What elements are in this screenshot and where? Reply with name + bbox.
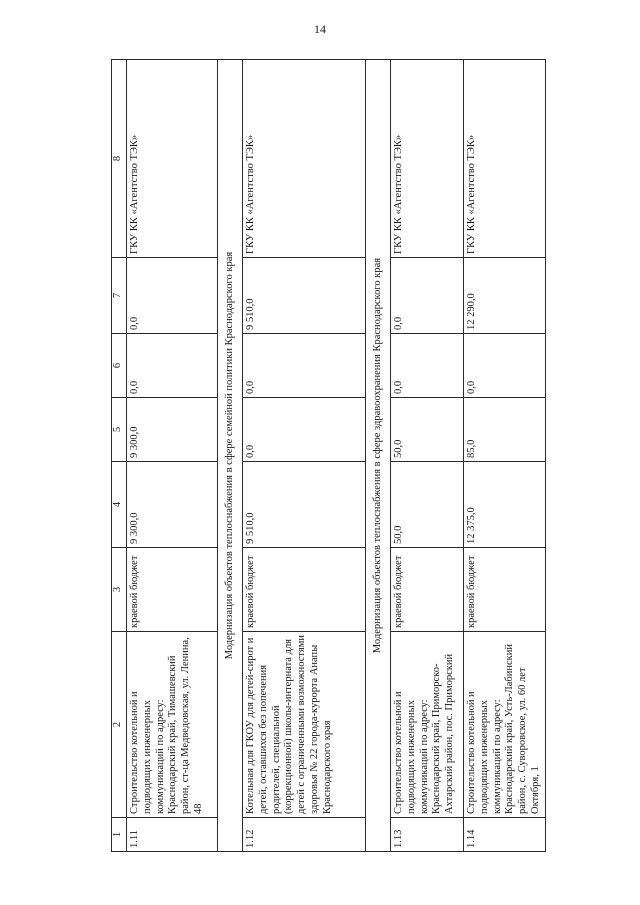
row-value-col7: 12 290,0 (464, 258, 546, 334)
row-value-col6: 0,0 (391, 334, 464, 398)
row-value-col5: 50,0 (391, 398, 464, 462)
row-executor: ГКУ КК «Агентство ТЭК» (127, 60, 218, 258)
row-executor: ГКУ КК «Агентство ТЭК» (243, 60, 366, 258)
header-cell-7: 7 (112, 258, 127, 334)
row-number: 1.11 (127, 818, 218, 852)
row-executor: ГКУ КК «Агентство ТЭК» (464, 60, 546, 258)
row-funding-source: краевой бюджет (127, 548, 218, 632)
row-executor: ГКУ КК «Агентство ТЭК» (391, 60, 464, 258)
row-value-col5: 85,0 (464, 398, 546, 462)
header-cell-8: 8 (112, 60, 127, 258)
header-row (112, 60, 127, 852)
row-description: Строительство котельной и подводящих инженерных коммуникаций по адресу: Краснодарский край, Усть-Лабинский район, с. Суворовское, ул. 60 лет Октября, 1 (464, 632, 546, 818)
header-cell-3: 3 (112, 548, 127, 632)
header-cell-6: 6 (112, 334, 127, 398)
rotated-table-frame (111, 60, 567, 852)
row-value-col6: 0,0 (464, 334, 546, 398)
table-row (391, 60, 464, 852)
header-cell-1: 1 (112, 818, 127, 852)
row-value-col7: 0,0 (127, 258, 218, 334)
header-cell-4: 4 (112, 462, 127, 548)
section-title: Модернизация объектов теплоснабжения в сфере семейной политики Краснодарского края (218, 60, 243, 852)
row-value-col7: 9 510,0 (243, 258, 366, 334)
table-row (464, 60, 546, 852)
header-cell-2: 2 (112, 632, 127, 818)
row-value-col4: 9 300,0 (127, 462, 218, 548)
row-value-col4: 12 375,0 (464, 462, 546, 548)
table-row (243, 60, 366, 852)
program-table (111, 59, 546, 852)
row-value-col4: 9 510,0 (243, 462, 366, 548)
row-funding-source: краевой бюджет (464, 548, 546, 632)
row-value-col6: 0,0 (243, 334, 366, 398)
row-funding-source: краевой бюджет (243, 548, 366, 632)
page-number: 14 (314, 22, 326, 36)
table-row (127, 60, 218, 852)
section-row (366, 60, 391, 852)
row-description: Строительство котельной и подводящих инженерных коммуникаций по адресу: Краснодарский край, Тимашевский район, ст-ца Медведовская, ул. Ленина, 48 (127, 632, 218, 818)
row-value-col4: 50,0 (391, 462, 464, 548)
section-title: Модернизация объектов теплоснабжения в сфере здравоохранения Краснодарского края (366, 60, 391, 852)
row-value-col5: 9 300,0 (127, 398, 218, 462)
row-value-col6: 0,0 (127, 334, 218, 398)
row-number: 1.12 (243, 818, 366, 852)
row-number: 1.13 (391, 818, 464, 852)
section-row (218, 60, 243, 852)
row-value-col7: 0,0 (391, 258, 464, 334)
row-funding-source: краевой бюджет (391, 548, 464, 632)
row-description: Котельная для ГКОУ для детей-сирот и детей, оставшихся без попечения родителей, специальной (коррекционной) школы-интерната для детей с ограниченными возможностями здоровья № 22 города-курорта Анапы Краснодарского края (243, 632, 366, 818)
row-description: Строительство котельной и подводящих инженерных коммуникаций по адресу: Краснодарский край, Приморско-Ахтарский район, пос. Приморский (391, 632, 464, 818)
header-cell-5: 5 (112, 398, 127, 462)
row-value-col5: 0,0 (243, 398, 366, 462)
row-number: 1.14 (464, 818, 546, 852)
